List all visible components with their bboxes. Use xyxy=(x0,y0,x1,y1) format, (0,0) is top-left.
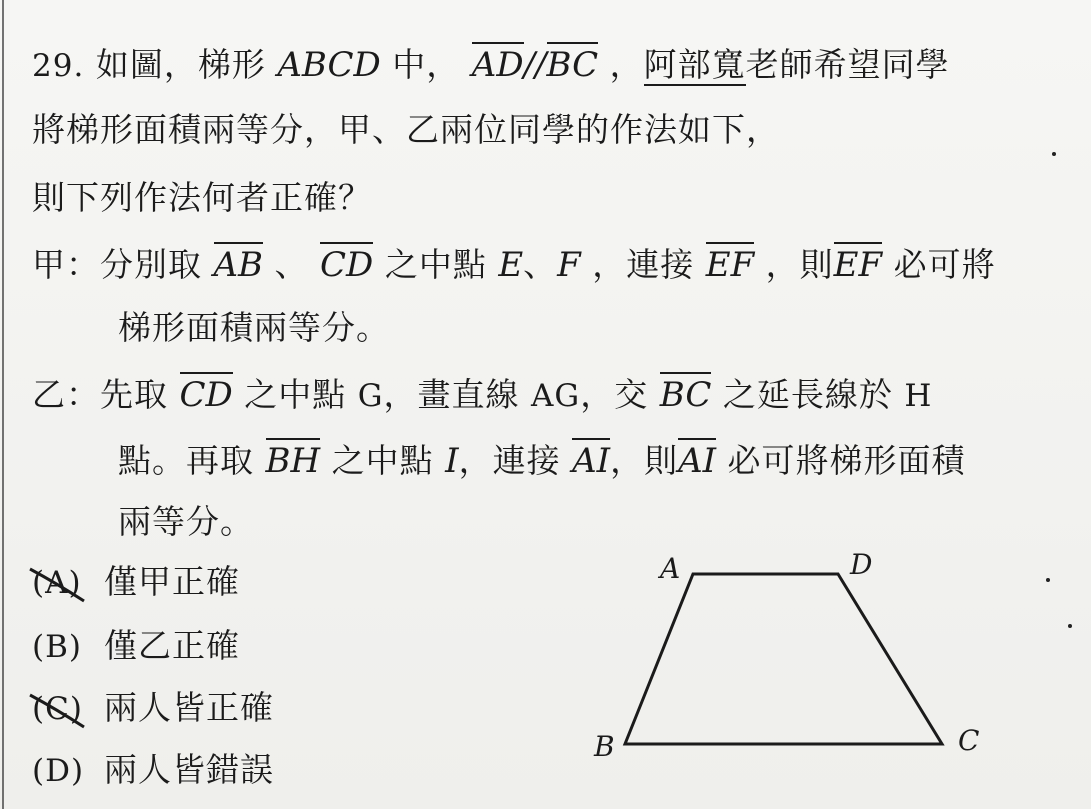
point-g: G xyxy=(357,378,384,414)
point-f: F xyxy=(557,245,581,285)
segment-ai: AI xyxy=(572,438,610,478)
question-mid: 中， xyxy=(392,45,461,84)
option-b-letter: (B) xyxy=(32,629,82,665)
method-jia-text-1: 分別取 xyxy=(100,245,202,284)
option-d-letter: (D) xyxy=(32,753,85,789)
segment-bc-yi: BC xyxy=(660,372,712,412)
paper-speck xyxy=(1068,624,1072,628)
trapezoid-abcd xyxy=(625,574,942,744)
method-yi-text-4: ，交 xyxy=(580,375,649,414)
point-h: H xyxy=(904,378,933,414)
method-jia-text-6: ，則 xyxy=(765,245,834,284)
method-yi-text-3: ，畫直線 xyxy=(383,375,520,414)
cross-out-mark xyxy=(26,565,88,603)
method-jia-text-5: ，連接 xyxy=(592,245,695,284)
teacher-name: 阿部寬 xyxy=(643,45,746,84)
option-c xyxy=(32,688,274,729)
method-yi-text-8: ，連接 xyxy=(458,441,561,480)
trapezoid-figure xyxy=(580,540,1020,780)
question-number: 29. xyxy=(32,48,85,84)
vertex-label-b: B xyxy=(594,730,615,763)
method-yi-text-7: 之中點 xyxy=(331,441,434,480)
question-line-3: 則下列作法何者正確？ xyxy=(32,178,372,217)
method-jia-text-4: 、 xyxy=(523,245,558,284)
method-jia-text-3: 之中點 xyxy=(384,245,487,284)
question-line1-rest: 老師希望同學 xyxy=(745,45,950,84)
method-yi-text-6: 點。再取 xyxy=(118,441,254,480)
segment-ef-2: EF xyxy=(834,242,882,282)
option-d-text: 兩人皆錯誤 xyxy=(104,750,274,789)
question-line-2: 將梯形面積兩等分，甲、乙兩位同學的作法如下， xyxy=(32,110,780,149)
cross-out-mark xyxy=(26,691,88,729)
segment-bc: BC xyxy=(547,42,599,82)
segment-ai-2: AI xyxy=(678,438,716,478)
method-jia-text-7: 必可將 xyxy=(893,245,996,284)
segment-cd-yi: CD xyxy=(180,372,233,412)
question-intro: 如圖，梯形 xyxy=(95,45,266,84)
option-c-text: 兩人皆正確 xyxy=(104,688,274,727)
option-d xyxy=(32,750,274,791)
option-a-letter: (A) xyxy=(32,565,82,601)
method-jia-line-2: 梯形面積兩等分。 xyxy=(118,308,390,347)
method-yi-text-9: ，則 xyxy=(610,441,679,480)
method-yi-line-1 xyxy=(32,372,932,416)
method-yi-line-3: 兩等分。 xyxy=(118,502,254,541)
method-jia-line-1 xyxy=(32,242,996,285)
point-e: E xyxy=(498,245,524,285)
question-comma: ， xyxy=(609,45,644,84)
method-jia-label: 甲： xyxy=(32,245,100,284)
vertex-label-c: C xyxy=(958,724,980,757)
segment-ab: AB xyxy=(214,242,264,282)
page-edge-line xyxy=(2,0,4,809)
option-b xyxy=(32,626,240,667)
trapezoid-name: ABCD xyxy=(277,45,381,85)
method-jia-text-2: 、 xyxy=(274,245,309,284)
method-yi-text-10: 必可將梯形面積 xyxy=(727,441,966,480)
segment-ef: EF xyxy=(706,242,754,282)
option-a-text: 僅甲正確 xyxy=(104,562,240,601)
method-yi-line-2 xyxy=(118,438,966,481)
line-ag: AG xyxy=(531,378,581,414)
segment-bh: BH xyxy=(266,438,321,478)
option-a xyxy=(32,562,240,603)
option-b-text: 僅乙正確 xyxy=(104,626,240,665)
question-line-1 xyxy=(32,42,950,86)
method-yi-text-2: 之中點 xyxy=(244,375,347,414)
method-yi-text-5: 之延長線於 xyxy=(722,375,893,414)
option-c-letter: (C) xyxy=(32,691,83,727)
paper-speck xyxy=(1046,578,1050,582)
vertex-label-d: D xyxy=(850,548,873,581)
segment-cd: CD xyxy=(320,242,373,282)
parallel-symbol: // xyxy=(523,45,547,85)
segment-ad: AD xyxy=(472,42,524,82)
method-yi-label: 乙： xyxy=(32,375,100,414)
paper-speck xyxy=(1052,152,1056,156)
point-i: I xyxy=(445,441,459,481)
vertex-label-a: A xyxy=(660,552,681,585)
method-yi-text-1: 先取 xyxy=(100,375,168,414)
